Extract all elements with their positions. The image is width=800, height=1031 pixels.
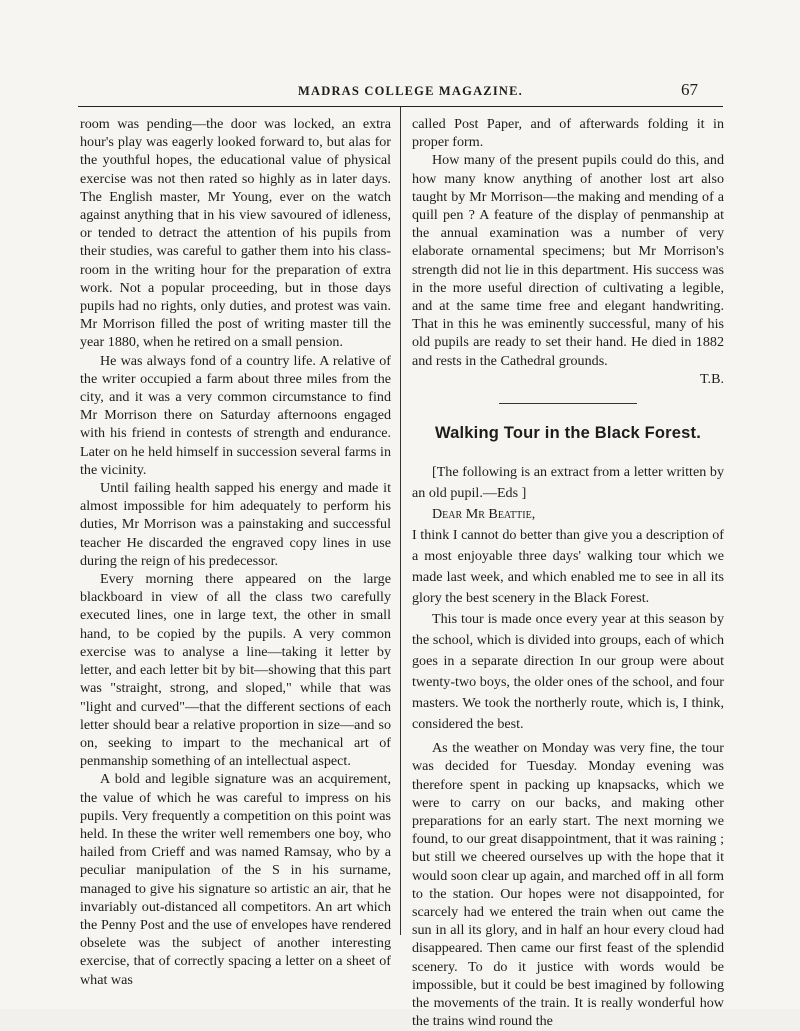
left-paragraph-4: Every morning there appeared on the large blackboard in view of all the class two carefully executed lines, one in large text, the other in small hand, to be copied by the pupils. A very common exercise was to analyse a line—taking it letter by letter, and each letter bit by bit—showing that this part was "straight, strong, and sloped," while that was "light and curved"—that the different sections of each letter should bear a relative proportion in size—and so on, seeking to impart to the mechanical art of penmanship something of an intellectual aspect. [80, 571, 391, 770]
left-paragraph-3: Until failing health sapped his energy and made it almost impossible for him adequately to perform his duties, Mr Morrison was a painstaking and successful teacher He discarded the engraved copy lines in use during the reign of his predecessor. [80, 480, 391, 569]
article-separator-rule [499, 403, 637, 404]
column-divider [400, 107, 401, 935]
letter-paragraph-3: As the weather on Monday was very fine, the tour was decided for Tuesday. Monday evening was therefore spent in packing up knapsacks, which we were to carry on our backs, and making other preparations for an early start. The next morning we found, to our great disappointment, that it was raining ; but still we cheered ourselves up with the hope that it would soon clear up again, and marched off in all form to the station. Our hopes were not disappointed, for scarcely had we entered the train when out came the sun in all its glory, and in half an hour every cloud had disappeared. Then came our first feast of the splendid scenery. To do it justice with words would be impossible, but it could be best imagined by following the movements of the train. It is really wonderful how the trains wind round the [412, 740, 724, 1030]
left-paragraph-1: room was pending—the door was locked, an extra hour's play was eagerly looked forward to, but alas for the youthful hopes, the educational value of physical exercise was not then rated so highly as in later days. The English master, Mr Young, ever on the watch against anything that in his view savoured of idleness, or tended to detract the attention of his pupils from their studies, was careful to gather them into his class-room in the writing hour for the preparation of extra work. Not a popular proceeding, but in those days pupils had no rights, only duties, and protest was vain. Mr Morrison filled the post of writing master till the year 1880, when he retired on a small pension. [80, 116, 391, 351]
letter-salutation: Dear Mr Beattie, [432, 506, 536, 523]
right-continuation: called Post Paper, and of afterwards folding it in proper form. [412, 116, 724, 151]
right-paragraph-1: How many of the present pupils could do this, and how many know anything of another lost art also taught by Mr Morrison—the making and mending of a quill pen ? A feature of the display of penmanship at the annual examination was a number of very elaborate ornamental specimens; but Mr Morrison's strength did not lie in this department. His success was in the more useful direction of cultivating a legible, and at the same time free and elegant handwriting. That in this he was eminently successful, many of his old pupils are ready to set their hand. He died in 1882 and rests in the Cathedral grounds. [412, 152, 724, 369]
letter-paragraph-2: This tour is made once every year at this season by the school, which is divided into groups, each of which goes in a separate direction In our group were about twenty-two boys, the older ones of the school, and four masters. We took the northerly route, which is, I think, considered the best. [412, 611, 724, 733]
page-number: 67 [681, 80, 698, 99]
article-title: Walking Tour in the Black Forest. [434, 424, 702, 443]
running-title: MADRAS COLLEGE MAGAZINE. [298, 84, 523, 98]
page-header [78, 80, 728, 104]
left-paragraph-2: He was always fond of a country life. A relative of the writer occupied a farm about three miles from the city, and it was a very common circumstance to find Mr Morrison there on Saturday afternoons engaged with his friend in contests of strength and endurance. Later on he held himself in succession several farms in the vicinity. [80, 352, 391, 478]
left-column [80, 115, 391, 989]
editor-note: [The following is an extract from a letter written by an old pupil.—Eds ] [412, 464, 724, 502]
left-paragraph-5: A bold and legible signature was an acquirement, the value of which he was careful to impress on his pupils. Very frequently a competition on this point was held. In these the writer well remembers one boy, who hailed from Crieff and was named Ramsay, who by a peculiar manipulation of the S in his surname, managed to give his signature so artistic an air, that he invariably out-distanced all competitors. An art which the Penny Post and the use of envelopes have rendered obselete was the subject of another interesting exercise, that of correctly spacing a letter on a sheet of what was [80, 771, 391, 988]
right-column [412, 115, 724, 1031]
letter-paragraph-1: I think I cannot do better than give you a description of a most enjoyable three days' walking tour which we made last week, and which enabled me to see in all its glory the best scenery in the Black Forest. [412, 527, 724, 607]
author-initials: T.B. [699, 370, 724, 387]
